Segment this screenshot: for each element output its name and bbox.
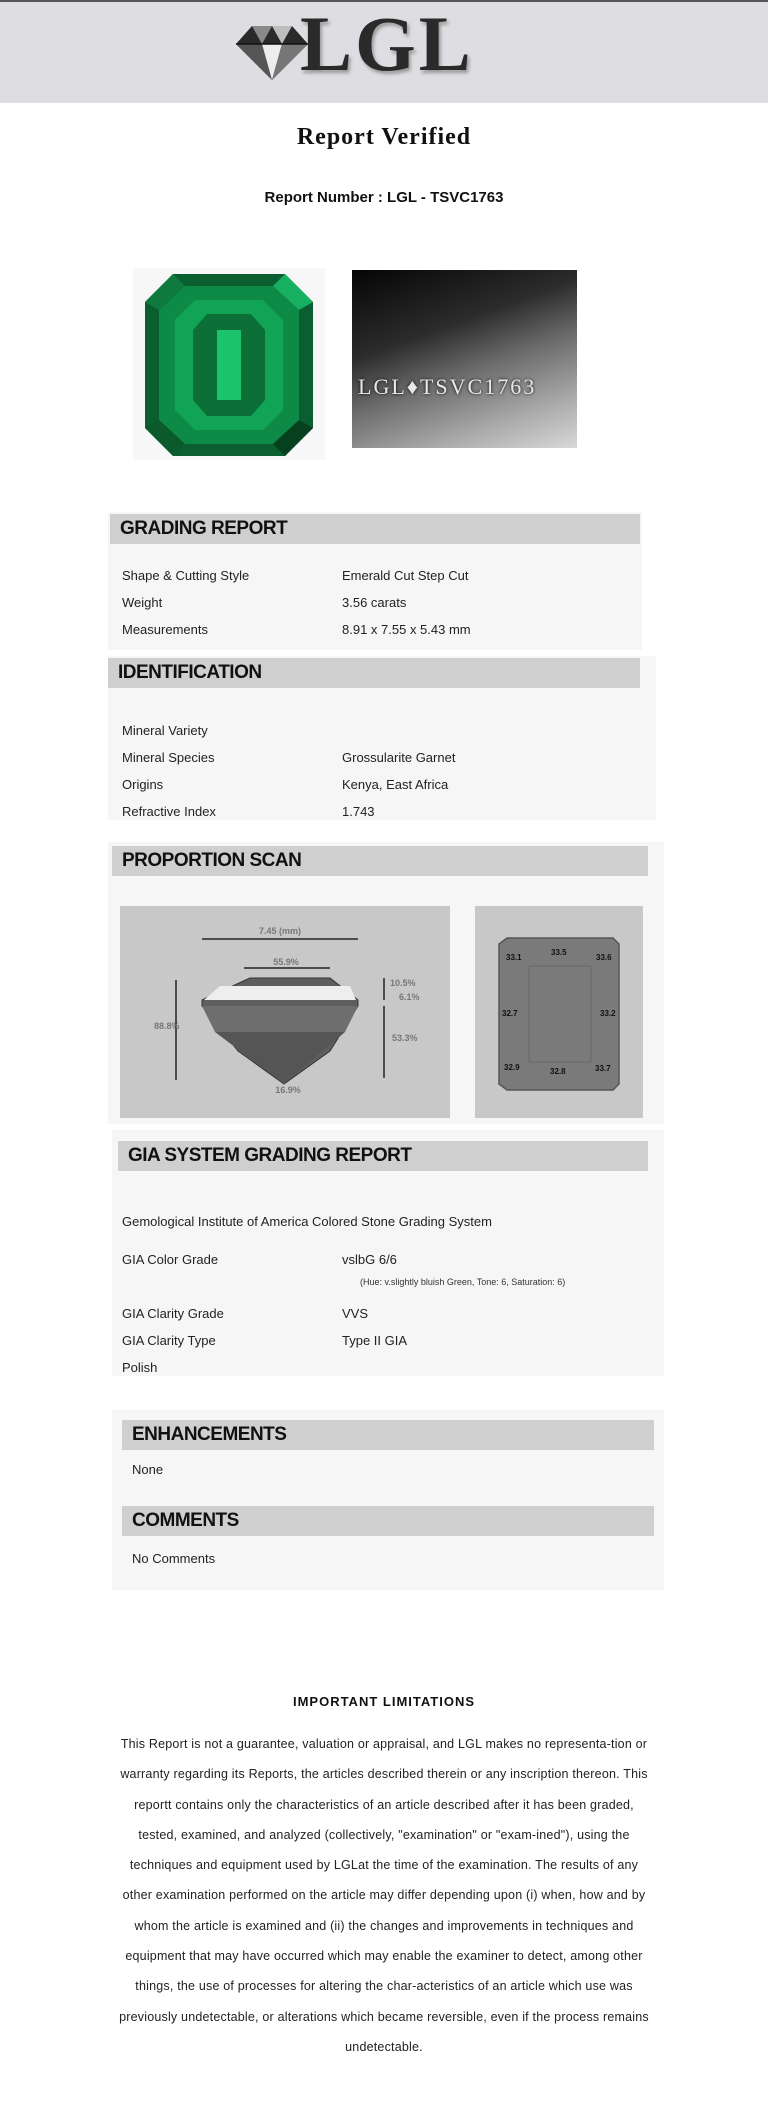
culet-percent-label: 16.9% xyxy=(275,1085,301,1095)
refractive-index-label: Refractive Index xyxy=(122,804,216,819)
enhancements-value: None xyxy=(132,1462,164,1477)
facet-mid-left: 32.7 xyxy=(502,1009,518,1018)
identification-heading: IDENTIFICATION xyxy=(108,658,640,688)
limitations-body: This Report is not a guarantee, valuation or appraisal, and LGL makes no representa-tion or warranty regarding its Reports, the articles described therein or any inscription thereon. This reportt contains only the characteristics of an article described after it has been graded, tested, examined, and analyzed (collectively, "examination" or "exam-ined"), using the techniques and equipment used by LGLat the time of the examination. The results of any other examination performed on the article may differ depending upon (i) when, how and by whom the article is examined and (ii) the changes and improvements in techniques and equipment that may have occurred which may enable the examiner to detect, among other things, the use of processes for altering the char-acteristics of an article which use was previously undetectable, or alterations which became reversible, even if the process remains undetectable. xyxy=(119,1737,649,2054)
logo-text: LGL xyxy=(300,0,474,87)
gemstone-photo xyxy=(133,268,325,460)
girdle-percent-label: 6.1% xyxy=(399,992,420,1002)
gia-subtitle: Gemological Institute of America Colored Stone Grading System xyxy=(122,1214,492,1229)
facet-bot-right: 33.7 xyxy=(595,1064,611,1073)
grading-report-heading: GRADING REPORT xyxy=(110,514,640,544)
origins-value: Kenya, East Africa xyxy=(342,777,449,792)
gia-color-note: (Hue: v.slightly bluish Green, Tone: 6, Saturation: 6) xyxy=(360,1277,566,1287)
limitations-title: IMPORTANT LIMITATIONS xyxy=(292,1694,476,1709)
gia-clarity-label: GIA Clarity Grade xyxy=(122,1306,224,1321)
facet-bot-left: 32.9 xyxy=(504,1063,520,1072)
measurements-label: Measurements xyxy=(122,622,208,637)
comments-heading: COMMENTS xyxy=(122,1506,654,1536)
mineral-variety-label: Mineral Variety xyxy=(122,723,208,738)
facet-top-left: 33.1 xyxy=(506,953,522,962)
facet-top-right: 33.6 xyxy=(596,953,612,962)
weight-value: 3.56 carats xyxy=(342,595,407,610)
width-label: 7.45 (mm) xyxy=(258,926,302,936)
mineral-species-value: Grossularite Garnet xyxy=(342,750,456,765)
gia-color-value: vslbG 6/6 xyxy=(342,1252,397,1267)
refractive-index-value: 1.743 xyxy=(342,804,375,819)
comments-value: No Comments xyxy=(132,1551,216,1566)
shape-label: Shape & Cutting Style xyxy=(122,568,250,583)
mineral-species-label: Mineral Species xyxy=(122,750,215,765)
total-depth-label: 88.8% xyxy=(154,1021,180,1031)
shape-value: Emerald Cut Step Cut xyxy=(342,568,469,583)
side-profile-diagram xyxy=(120,906,450,1118)
origins-label: Origins xyxy=(122,777,164,792)
enhancements-heading: ENHANCEMENTS xyxy=(122,1420,654,1450)
pavilion-percent-label: 53.3% xyxy=(392,1033,418,1043)
proportion-scan-heading: PROPORTION SCAN xyxy=(112,846,648,876)
facet-top-mid: 33.5 xyxy=(551,948,567,957)
measurements-value: 8.91 x 7.55 x 5.43 mm xyxy=(342,622,471,637)
gia-color-label: GIA Color Grade xyxy=(122,1252,219,1267)
laser-inscription-photo xyxy=(352,270,577,448)
inscription-text: LGL♦TSVC1763 xyxy=(358,374,537,399)
weight-label: Weight xyxy=(122,595,163,610)
crown-percent-label: 10.5% xyxy=(390,978,416,988)
gia-clarity-value: VVS xyxy=(342,1306,369,1321)
polish-label: Polish xyxy=(122,1360,158,1375)
table-percent-label: 55.9% xyxy=(273,957,299,967)
page-title: Report Verified xyxy=(296,124,472,150)
gia-clarity-type-value: Type II GIA xyxy=(342,1333,408,1348)
facet-bot-mid: 32.8 xyxy=(550,1067,566,1076)
gia-clarity-type-label: GIA Clarity Type xyxy=(122,1333,216,1348)
top-view-diagram xyxy=(475,906,643,1118)
report-number: Report Number : LGL - TSVC1763 xyxy=(264,189,504,206)
facet-mid-right: 33.2 xyxy=(600,1009,616,1018)
gia-heading: GIA SYSTEM GRADING REPORT xyxy=(118,1141,648,1171)
